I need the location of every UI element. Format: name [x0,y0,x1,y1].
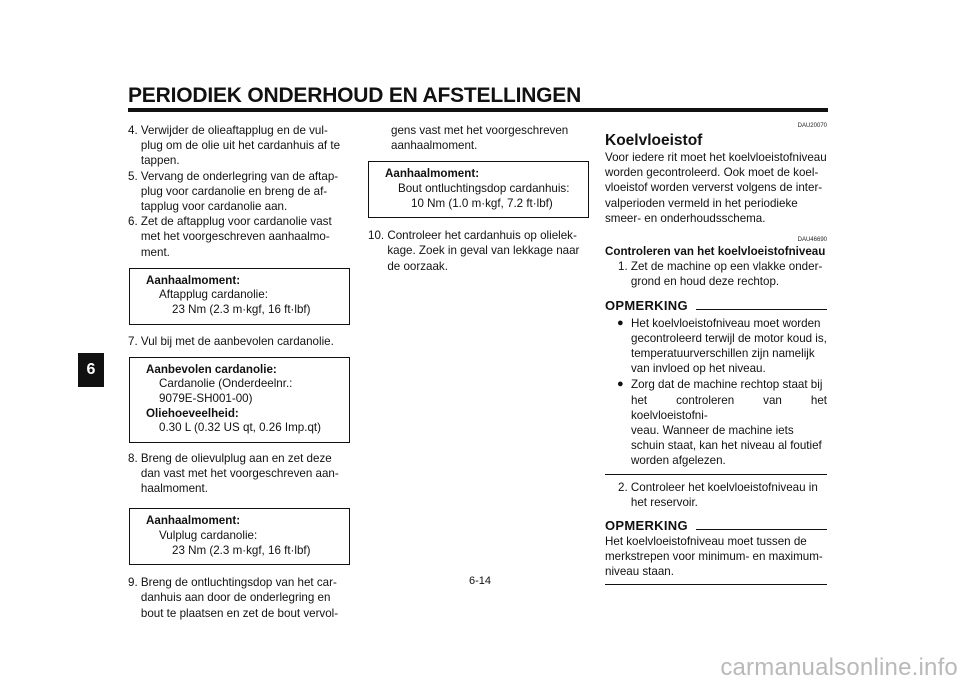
bullet-text-line: schuin staat, kan het niveau al foutief [631,439,822,453]
step-text-line: met het voorgeschreven aanhaalmo- [140,230,330,244]
note-text-line: merkstrepen voor minimum- en maximum- [605,550,823,564]
bullet-text-line: Zorg dat de machine rechtop staat bij [631,378,823,392]
section-title: Koelvloeistof [605,132,703,149]
bullet-text-line: worden afgelezen. [631,454,726,468]
note-label: OPMERKING [605,297,688,313]
intro-line: Voor iedere rit moet het koelvloeistofniveau [605,151,827,164]
intro-line: valperioden vermeld in het periodieke [605,196,798,210]
note-rule [696,309,827,310]
spec-value: 23 Nm (2.3 m·kgf, 16 ft·lbf) [172,303,311,317]
spec-label: Oliehoeveelheid: [146,406,239,420]
torque-spec-box-filler-plug [129,508,350,565]
step-text-line: het reservoir. [630,495,698,509]
header-rule [128,108,828,112]
note-text [605,534,827,580]
step-5 [128,169,350,215]
spec-item: Vulplug cardanolie: [159,528,258,542]
intro-line: worden gecontroleerd. Ook moet de koel- [605,166,819,180]
step-text-line: Verwijder de olieaftapplug en de vul- [140,124,328,137]
column-2 [368,123,590,274]
spec-item: 9079E-SH001-00) [159,392,253,405]
step-text-line: plug voor cardanolie en breng de af- [140,184,328,198]
bullet-icon: ● [617,316,624,329]
chapter-tab: 6 [78,353,104,387]
step-number: 10. [368,229,388,243]
intro-line: smeer- en onderhoudsschema. [605,211,766,225]
intro-line: vloeistof worden ververst volgens de inter- [605,181,823,195]
coolant-step-2 [605,480,827,510]
step-text-line: Controleer het cardanhuis op olielek- [387,229,577,243]
column-3 [605,123,827,585]
section-intro [605,150,827,226]
page-header-title: PERIODIEK ONDERHOUD EN AFSTELLINGEN [128,84,582,107]
step-number: 6. [128,215,141,229]
step-text-line: danhuis aan door de onderlegring en [140,591,331,605]
step-number: 2. [618,480,631,494]
step-text-line: dan vast met het voorgeschreven aan- [140,466,339,480]
note-bullet [605,377,827,468]
document-code: DAU20070 [797,123,827,129]
note-rule [696,529,827,530]
step-number: 7. [128,334,141,348]
note-bullet [605,316,827,377]
step-text-line: Zet de machine op een vlakke onder- [630,260,823,274]
subsection-heading: Controleren van het koelvloeistofniveau [605,245,826,259]
note-text-line: niveau staan. [605,565,674,579]
note-heading [605,518,827,533]
step-text-line: gens vast met het voorgeschreven [391,124,569,137]
step-text-line: de oorzaak. [387,259,448,273]
spec-item: Cardanolie (Onderdeelnr.: [159,377,293,391]
spec-item: Bout ontluchtingsdop cardanhuis: [398,182,570,195]
bullet-text-line: veau. Wanneer de machine iets [631,424,794,438]
step-text-line: bout te plaatsen en zet de bout vervol- [140,606,339,620]
step-text-line: aanhaalmoment. [391,139,478,153]
bullet-text-line: Het koelvloeistofniveau moet worden [631,316,821,330]
step-text-line: haalmoment. [140,482,208,496]
step-text-line: kage. Zoek in geval van lekkage naar [387,244,580,258]
step-text-line: plug om de olie uit het cardanhuis af te [140,139,341,153]
spec-value: 0.30 L (0.32 US qt, 0.26 Imp.qt) [159,421,321,435]
step-text-line: Controleer het koelvloeistofniveau in [630,480,818,494]
step-number: 1. [618,260,631,274]
step-text-line: Breng de ontluchtingsdop van het car- [140,576,337,590]
step-text-line: tappen. [140,154,180,168]
spec-label: Aanhaalmoment: [146,273,241,287]
bullet-text-line: temperatuurverschillen zijn namelijk [631,347,815,361]
note-label: OPMERKING [605,518,688,534]
step-text-line: Vervang de onderlegring van de aftap- [140,169,339,183]
torque-spec-box-drain-plug [129,268,350,325]
spec-label: Aanhaalmoment: [385,167,480,181]
step-text-line: ment. [140,245,170,259]
spec-label: Aanbevolen cardanolie: [146,362,277,376]
recommended-oil-spec-box [129,357,350,443]
step-text-line: Vul bij met de aanbevolen cardanolie. [140,334,334,348]
watermark: carmanualsonline.info [720,654,958,679]
bullet-icon: ● [617,378,624,391]
note-end-rule [605,474,827,475]
step-10 [368,228,590,274]
page-number: 6-14 [468,575,492,587]
bullet-text-line: het controleren van het koelvloeistofni- [631,393,827,422]
column-1 [128,123,350,621]
step-6 [128,214,350,260]
step-text-line: tapplug voor cardanolie aan. [140,200,288,214]
note-text-line: Het koelvloeistofniveau moet tussen de [605,535,807,549]
spec-value: 10 Nm (1.0 m·kgf, 7.2 ft·lbf) [411,196,553,210]
step-9-continuation [368,123,590,153]
step-4 [128,123,350,169]
spec-item: Aftapplug cardanolie: [159,288,268,302]
step-number: 9. [128,576,141,590]
coolant-step-1 [605,259,827,289]
bullet-text-line: van invloed op het niveau. [631,362,766,376]
step-number: 8. [128,451,141,465]
document-code: DAU46690 [797,237,827,244]
step-number: 5. [128,169,141,183]
spec-value: 23 Nm (2.3 m·kgf, 16 ft·lbf) [172,543,311,557]
step-8 [128,451,350,497]
step-text-line: Zet de aftapplug voor cardanolie vast [140,215,332,229]
step-text-line: grond en houd deze rechtop. [630,275,780,289]
note-heading [605,298,827,313]
step-7 [128,334,350,349]
step-text-line: Breng de olievulplug aan en zet deze [140,451,332,465]
spec-label: Aanhaalmoment: [146,514,241,528]
torque-spec-box-breather-bolt [368,161,589,218]
bullet-text-line: gecontroleerd terwijl de motor koud is, [631,331,827,345]
step-number: 4. [128,124,141,137]
